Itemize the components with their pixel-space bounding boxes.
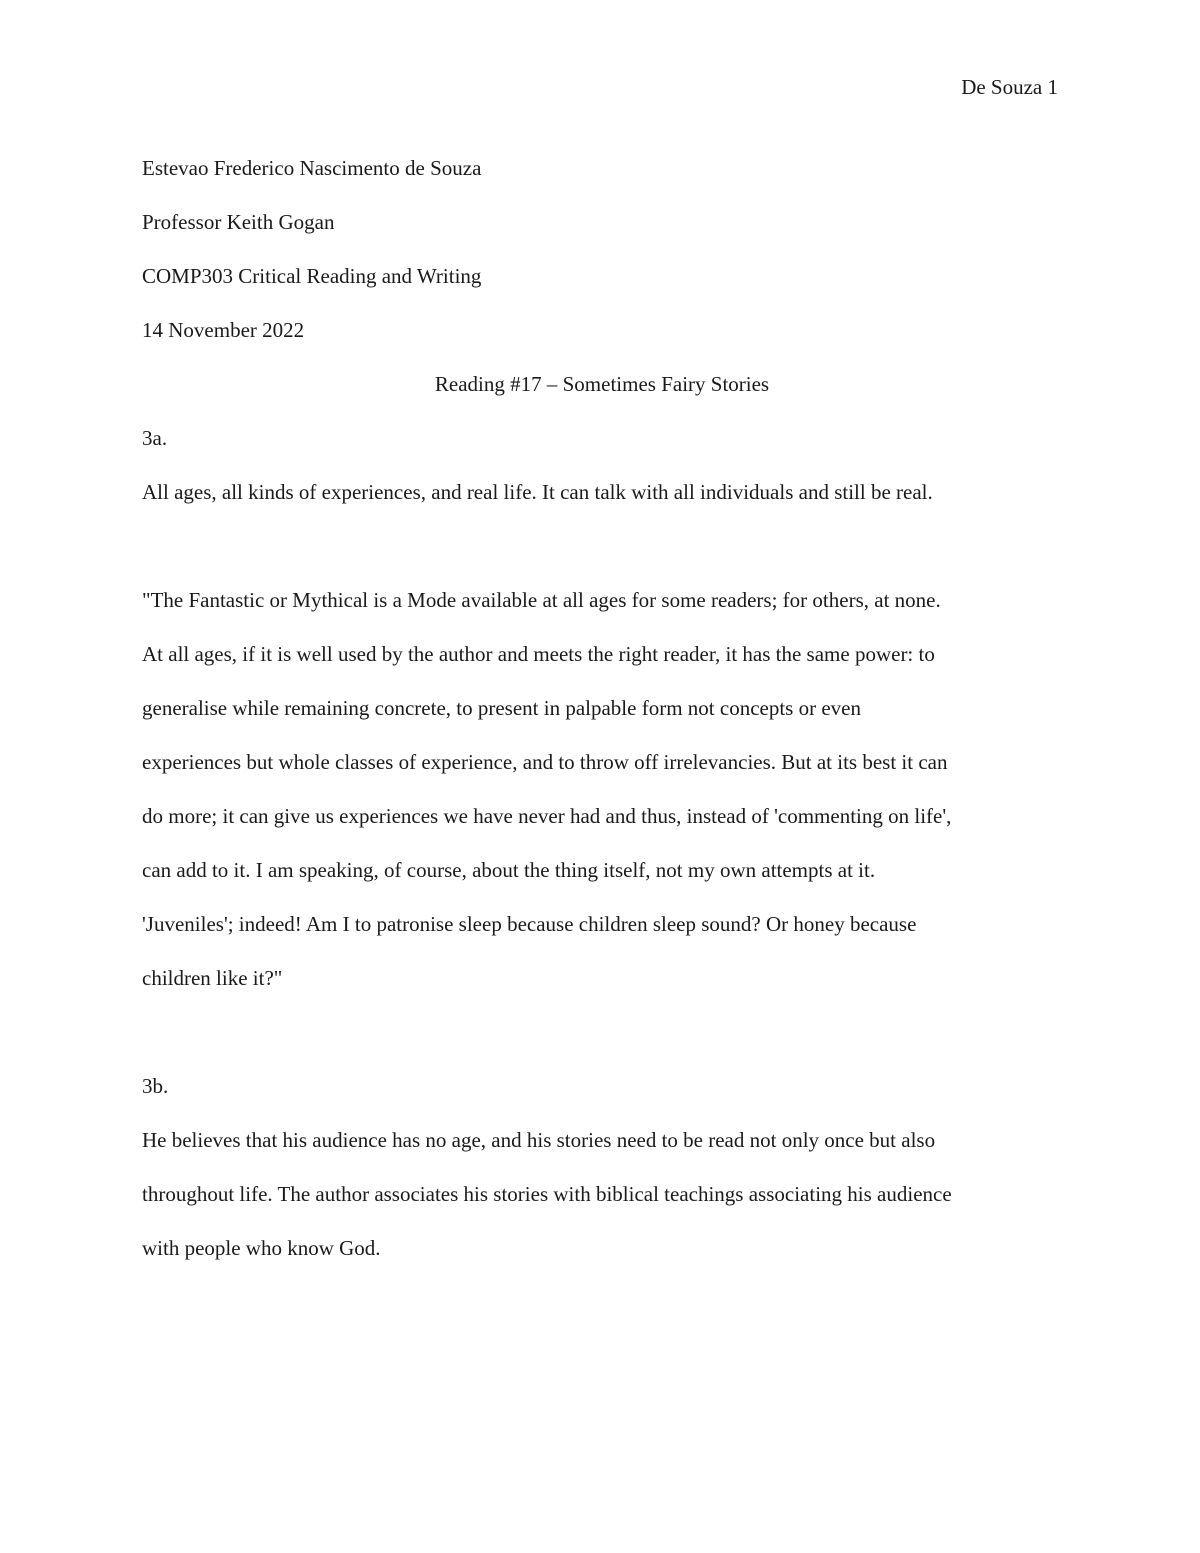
quote-line: do more; it can give us experiences we have never had and thus, instead of 'commenting on life', [142, 804, 952, 828]
student-name: Estevao Frederico Nascimento de Souza [142, 156, 482, 180]
professor-name: Professor Keith Gogan [142, 210, 335, 234]
quote-line: 'Juveniles'; indeed! Am I to patronise sleep because children sleep sound? Or honey because [142, 912, 917, 936]
quote-line: At all ages, if it is well used by the author and meets the right reader, it has the same power: to [142, 642, 935, 666]
document-date: 14 November 2022 [142, 318, 305, 342]
answer-line: throughout life. The author associates his stories with biblical teachings associating his audience [142, 1182, 952, 1206]
blank-line [142, 1005, 1062, 1059]
quote-line: generalise while remaining concrete, to present in palpable form not concepts or even [142, 696, 861, 720]
quote-line: experiences but whole classes of experience, and to throw off irrelevancies. But at its best it can [142, 750, 948, 774]
quote-line: children like it?" [142, 966, 283, 990]
course-name: COMP303 Critical Reading and Writing [142, 264, 482, 288]
section-3a-label: 3a. [142, 426, 168, 450]
running-head: De Souza 1 [961, 75, 1058, 99]
answer-line: with people who know God. [142, 1236, 381, 1260]
answer-line: He believes that his audience has no age, and his stories need to be read not only once but also [142, 1128, 936, 1152]
document-title: Reading #17 – Sometimes Fairy Stories [434, 372, 770, 396]
section-3b-answer [142, 1113, 1062, 1275]
section-3b-label: 3b. [142, 1074, 169, 1098]
section-3a-answer: All ages, all kinds of experiences, and real life. It can talk with all individuals and still be real. [142, 480, 933, 504]
section-3a-quote [142, 573, 1062, 1005]
document-body [142, 141, 1062, 1275]
quote-line: can add to it. I am speaking, of course, about the thing itself, not my own attempts at it. [142, 858, 876, 882]
blank-line [142, 519, 1062, 573]
quote-line: "The Fantastic or Mythical is a Mode available at all ages for some readers; for others, at none. [142, 588, 941, 612]
